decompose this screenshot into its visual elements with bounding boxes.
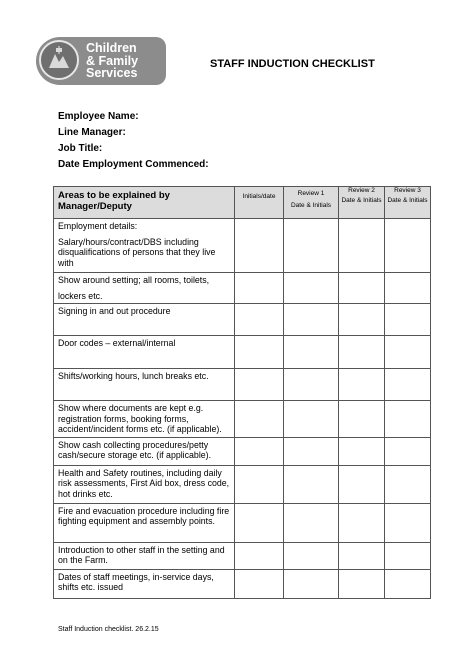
area-text: Health and Safety routines, including daily risk assessments, First Aid box, dress code, hot drinks etc. <box>58 467 230 499</box>
table-row <box>54 401 431 438</box>
initials-cell[interactable] <box>235 437 284 465</box>
review-1-cell[interactable] <box>284 437 339 465</box>
logo-text-line-3: Services <box>86 66 138 80</box>
table-row <box>54 503 431 542</box>
area-text-detail: lockers etc. <box>58 290 103 301</box>
induction-checklist-table <box>53 186 431 599</box>
area-cell <box>54 437 235 465</box>
table-row <box>54 437 431 465</box>
review-2-cell[interactable] <box>339 437 385 465</box>
area-cell <box>54 273 235 304</box>
table-row <box>54 542 431 569</box>
logo-text-line-1: Children <box>86 41 137 55</box>
review-3-cell[interactable] <box>385 569 431 598</box>
review-2-cell[interactable] <box>339 569 385 598</box>
area-text: Fire and evacuation procedure including fire fighting equipment and assembly points. <box>58 505 230 526</box>
farm-seal-icon <box>39 40 79 80</box>
table-row <box>54 569 431 598</box>
area-text: Dates of staff meetings, in-service days, shifts etc. issued <box>58 571 214 592</box>
initials-cell[interactable] <box>235 401 284 438</box>
area-text: Show cash collecting procedures/petty cash/secure storage etc. (if applicable). <box>58 439 212 460</box>
table-row <box>54 465 431 503</box>
page-title: STAFF INDUCTION CHECKLIST <box>210 58 375 70</box>
area-text-detail: Salary/hours/contract/DBS including disqualifications of persons that they live with <box>58 236 216 268</box>
area-cell <box>54 219 235 273</box>
logo-text-line-2: & Family <box>86 53 139 68</box>
area-text: Door codes – external/internal <box>58 338 176 348</box>
review-3-cell[interactable] <box>385 219 431 273</box>
review-3-cell[interactable] <box>385 542 431 569</box>
review-3-cell[interactable] <box>385 304 431 336</box>
review-1-cell[interactable] <box>284 401 339 438</box>
review-3-cell[interactable] <box>385 465 431 503</box>
review-2-cell[interactable] <box>339 219 385 273</box>
area-cell <box>54 401 235 438</box>
table-row <box>54 336 431 369</box>
employee-name-label: Employee Name: <box>58 111 139 122</box>
initials-cell[interactable] <box>235 304 284 336</box>
table-row <box>54 273 431 304</box>
area-cell <box>54 569 235 598</box>
review-3-cell[interactable] <box>385 369 431 401</box>
review-1-cell[interactable] <box>284 336 339 369</box>
review-2-cell[interactable] <box>339 465 385 503</box>
review-2-cell[interactable] <box>339 369 385 401</box>
initials-cell[interactable] <box>235 273 284 304</box>
area-text: Show around setting; all rooms, toilets, <box>58 275 210 285</box>
job-title-label: Job Title: <box>58 143 103 154</box>
header-review-3: Review 3 Date & Initials <box>385 187 431 219</box>
area-text: Show where documents are kept e.g. registration forms, booking forms, accident/incident forms etc. (if applicable). <box>58 403 222 434</box>
area-text: Employment details: <box>58 221 138 231</box>
review-1-cell[interactable] <box>284 219 339 273</box>
organisation-logo <box>36 37 166 85</box>
review-3-cell[interactable] <box>385 437 431 465</box>
table-row <box>54 304 431 336</box>
review-2-cell[interactable] <box>339 273 385 304</box>
table-row <box>54 369 431 401</box>
review-1-cell[interactable] <box>284 304 339 336</box>
area-text: Signing in and out procedure <box>58 306 171 316</box>
initials-cell[interactable] <box>235 465 284 503</box>
area-cell <box>54 503 235 542</box>
date-commenced-label: Date Employment Commenced: <box>58 159 209 170</box>
area-text: Shifts/working hours, lunch breaks etc. <box>58 371 209 381</box>
initials-cell[interactable] <box>235 219 284 273</box>
review-2-cell[interactable] <box>339 304 385 336</box>
header-initials: Initials/date <box>235 187 284 219</box>
review-1-cell[interactable] <box>284 542 339 569</box>
review-2-cell[interactable] <box>339 401 385 438</box>
header-review-1: Review 1 Date & Initials <box>284 187 339 219</box>
review-2-cell[interactable] <box>339 542 385 569</box>
area-cell <box>54 369 235 401</box>
initials-cell[interactable] <box>235 369 284 401</box>
table-row <box>54 219 431 273</box>
area-cell <box>54 542 235 569</box>
review-1-cell[interactable] <box>284 503 339 542</box>
employee-fields <box>58 111 209 175</box>
initials-cell[interactable] <box>235 503 284 542</box>
header-area: Areas to be explained by Manager/Deputy <box>54 187 235 219</box>
area-cell <box>54 336 235 369</box>
area-cell <box>54 304 235 336</box>
review-1-cell[interactable] <box>284 465 339 503</box>
review-2-cell[interactable] <box>339 503 385 542</box>
review-2-cell[interactable] <box>339 336 385 369</box>
initials-cell[interactable] <box>235 336 284 369</box>
area-text: Introduction to other staff in the setting and on the Farm. <box>58 544 225 565</box>
initials-cell[interactable] <box>235 542 284 569</box>
review-3-cell[interactable] <box>385 336 431 369</box>
review-1-cell[interactable] <box>284 369 339 401</box>
area-cell <box>54 465 235 503</box>
header-review-2: Review 2 Date & Initials <box>339 187 385 219</box>
footer-text: Staff Induction checklist. 26.2.15 <box>58 626 159 633</box>
review-1-cell[interactable] <box>284 569 339 598</box>
review-3-cell[interactable] <box>385 401 431 438</box>
review-3-cell[interactable] <box>385 503 431 542</box>
line-manager-label: Line Manager: <box>58 127 126 138</box>
review-1-cell[interactable] <box>284 273 339 304</box>
initials-cell[interactable] <box>235 569 284 598</box>
review-3-cell[interactable] <box>385 273 431 304</box>
